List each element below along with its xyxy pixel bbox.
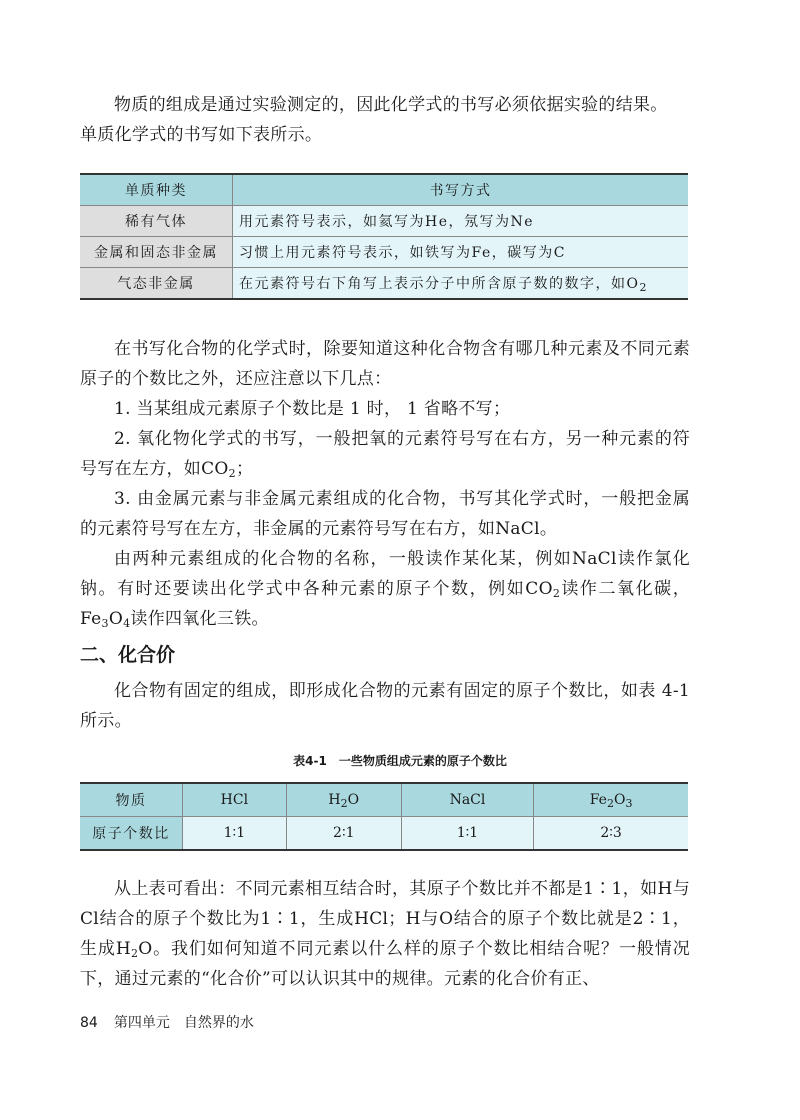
table-cell-kind: 稀有气体 <box>80 206 233 237</box>
intro-line-2: 单质化学式的书写如下表所示。 <box>80 125 323 145</box>
subscript: 4 <box>123 617 131 630</box>
body-text: 由两种元素组成的化合物的名称，一般读作某化某，例如NaCl读作氯化钠。有时还要读出化学式中各种元素的原子个数，例如CO <box>80 549 690 599</box>
formula-text: Fe <box>589 792 607 808</box>
body-text: 1. 当某组成元素原子个数比是 1 时， 1 省略不写； <box>114 399 511 419</box>
table-cell-kind: 气态非金属 <box>80 268 233 300</box>
section-paragraph <box>80 676 690 736</box>
subscript: 2 <box>340 797 348 810</box>
substance-cell <box>183 783 287 817</box>
body-text: O。我们如何知道不同元素以什么样的原子个数比相结合呢？一般情况下，通过元素的“化合价”可以认识其中的规律。元素的化合价有正、 <box>80 939 690 989</box>
table-cell-method <box>233 268 689 300</box>
body-paragraph-4 <box>80 484 690 544</box>
substance-cell <box>401 783 533 817</box>
body-paragraph-5 <box>80 544 690 634</box>
body-paragraph-1 <box>80 334 690 394</box>
table-cell-kind: 金属和固态非金属 <box>80 237 233 268</box>
table-header-method: 书写方式 <box>233 174 689 206</box>
ratio-cell: 1∶1 <box>401 817 533 851</box>
formula-text: H <box>328 792 341 808</box>
subscript: 3 <box>101 617 109 630</box>
ratio-cell: 2∶3 <box>534 817 688 851</box>
subscript: 2 <box>130 947 139 960</box>
table-caption: 表4-1 一些物质组成元素的原子个数比 <box>293 754 507 768</box>
subscript: 2 <box>639 281 648 294</box>
body-text: 3. 由金属元素与非金属元素组成的化合物，书写其化学式时，一般把金属的元素符号写在左方，非金属的元素符号写在右方，如NaCl。 <box>80 489 690 539</box>
table-header-row <box>80 174 688 206</box>
closing-paragraph <box>80 874 690 994</box>
table-header-kind: 单质种类 <box>80 174 233 206</box>
subscript: 3 <box>625 797 633 810</box>
subscript: 2 <box>228 467 236 480</box>
formula-text: NaCl <box>449 792 486 808</box>
body-text: 读作二氧化碳，Fe <box>80 579 690 629</box>
row-header-ratio: 原子个数比 <box>80 817 183 851</box>
subscript: 2 <box>606 797 614 810</box>
substance-row <box>80 783 688 817</box>
table-cell-method: 用元素符号表示，如氦写为He，氖写为Ne <box>233 206 689 237</box>
substance-cell <box>534 783 688 817</box>
ratio-cell: 2∶1 <box>286 817 401 851</box>
body-text: 读作四氧化三铁。 <box>130 609 269 629</box>
substance-cell <box>286 783 401 817</box>
body-text: 2. 氧化物化学式的书写，一般把氧的元素符号写在右方，另一种元素的符号写在左方，如CO <box>80 429 690 479</box>
section-heading: 二、化合价 <box>80 644 176 666</box>
intro-line-1: 物质的组成是通过实验测定的，因此化学式的书写必须依据实验的结果。 <box>114 95 668 115</box>
table-cell-method: 习惯上用元素符号表示，如铁写为Fe，碳写为C <box>233 237 689 268</box>
body-paragraph-3 <box>80 424 690 484</box>
ratio-row <box>80 817 688 851</box>
atom-ratio-table <box>80 782 688 851</box>
formula-text: HCl <box>220 792 249 808</box>
method-text: 在元素符号右下角写上表示分子中所含原子数的数字，如O <box>239 276 640 292</box>
body-text: O <box>108 609 124 629</box>
table-row <box>80 237 688 268</box>
body-paragraph-2 <box>80 394 690 424</box>
body-text: 化合物有固定的组成，即形成化合物的元素有固定的原子个数比，如表 4-1 所示。 <box>80 681 690 731</box>
intro-paragraph <box>80 90 690 150</box>
unit-title: 第四单元 自然界的水 <box>113 1015 254 1031</box>
body-text: ； <box>235 459 254 479</box>
page-footer <box>80 1012 254 1032</box>
formula-text: O <box>613 792 626 808</box>
page-number: 84 <box>80 1015 98 1031</box>
body-text: 从上表可看出：不同元素相互结合时，其原子个数比并不都是1∶1，如H与Cl结合的原子个数比为1∶1，生成HCl；H与O结合的原子个数比就是2∶1，生成H <box>80 879 690 959</box>
table-row <box>80 268 688 300</box>
body-text: 在书写化合物的化学式时，除要知道这种化合物含有哪几种元素及不同元素原子的个数比之外，还应注意以下几点： <box>80 339 690 389</box>
row-header-substance: 物质 <box>80 783 183 817</box>
table-row <box>80 206 688 237</box>
elemental-formula-table <box>80 173 688 300</box>
formula-text: O <box>347 792 360 808</box>
subscript: 2 <box>552 587 561 600</box>
ratio-cell: 1∶1 <box>183 817 287 851</box>
